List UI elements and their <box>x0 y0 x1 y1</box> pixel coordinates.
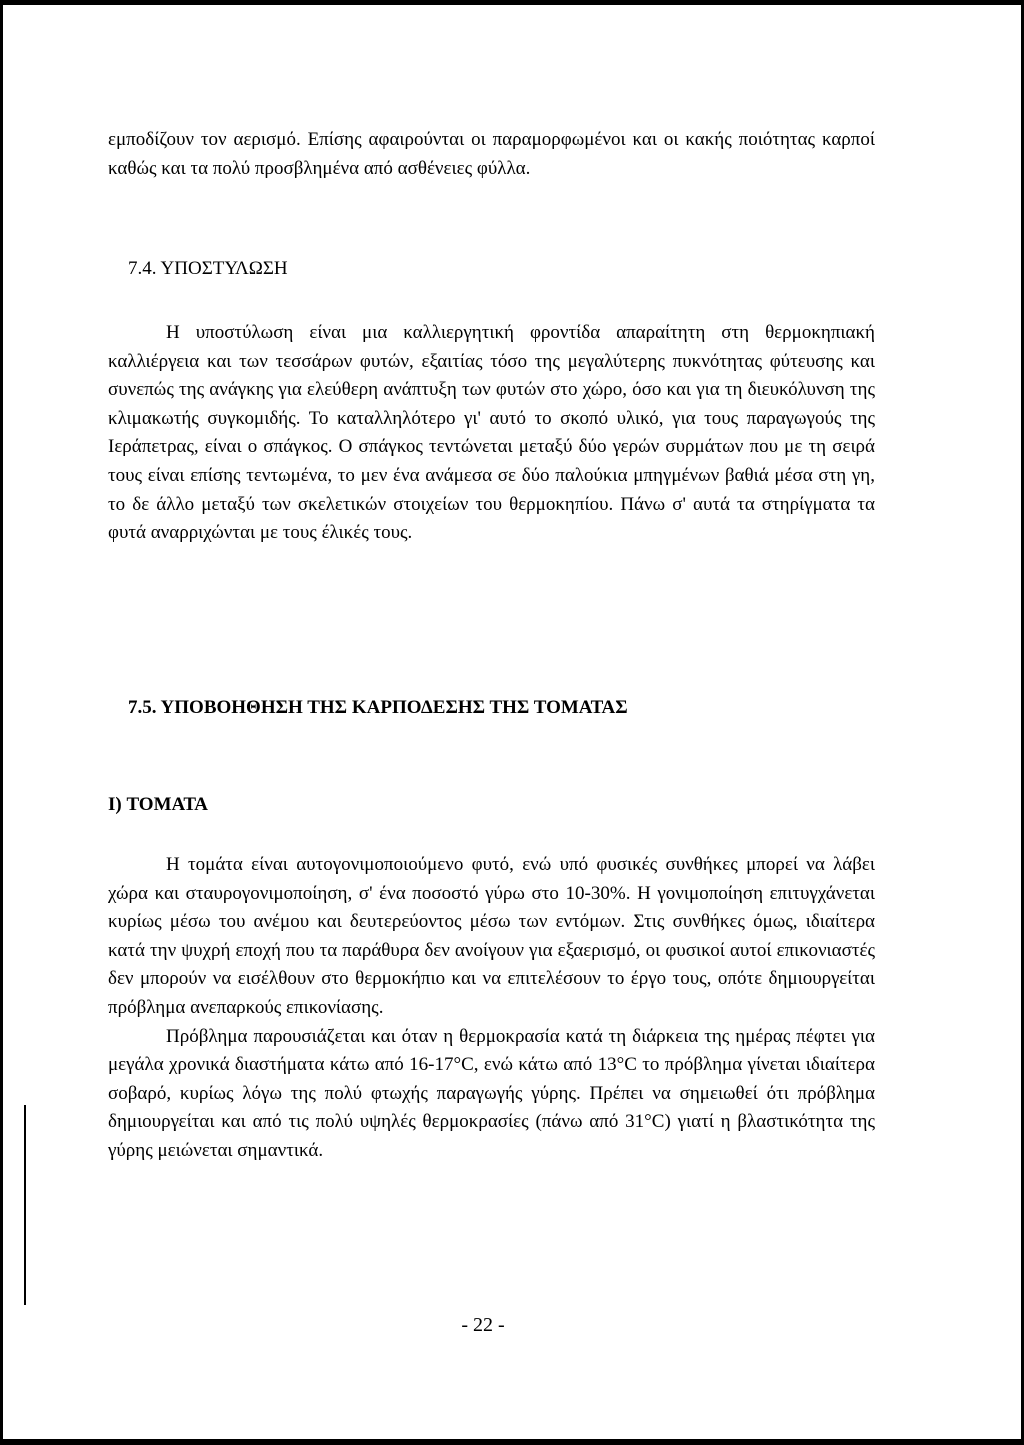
page-number: - 22 - <box>461 1314 505 1336</box>
continuation-paragraph: εμποδίζουν τον αερισμό. Επίσης αφαιρούνται οι παραμορφωμένοι και οι κακής ποιότητας καρποί καθώς και τα πολύ προσβλημένα από ασθένειες φύλλα. <box>108 129 875 179</box>
section-7-5-heading: 7.5. ΥΠΟΒΟΗΘΗΣΗ ΤΗΣ ΚΑΡΠΟΔΕΣΗΣ ΤΗΣ ΤΟΜΑΤΑΣ <box>128 697 628 718</box>
document-page <box>3 5 1021 1439</box>
margin-scan-line <box>24 1105 26 1305</box>
continuation-text-block <box>108 126 875 183</box>
section-7-5-text-block <box>108 851 875 1166</box>
section-7-4-text-block <box>108 319 875 548</box>
tomato-subheading: I) ΤΟΜΑΤΑ <box>108 794 208 815</box>
section-7-4-heading: 7.4. ΥΠΟΣΤΥΛΩΣΗ <box>128 258 288 279</box>
tomato-paragraph-pollination: Η τομάτα είναι αυτογονιμοποιούμενο φυτό, ενώ υπό φυσικές συνθήκες μπορεί να λάβει χώρα και σταυρογονιμοποίηση, σ' ένα ποσοστό γύρω στο 10-30%. Η γονιμοποίηση επιτυγχάνεται κυρίως μέσω του ανέμου και δευτερεύοντος μέσω των εντόμων. Στις συνθήκες όμως, ιδιαίτερα κατά την ψυχρή εποχή που τα παράθυρα δεν ανοίγουν για εξαερισμό, οι φυσικοί αυτοί επικονιαστές δεν μπορούν να εισέλθουν στο θερμοκήπιο και να επιτελέσουν το έργο τους, οπότε δημιουργείται πρόβλημα ανεπαρκούς επικονίασης. <box>108 854 875 1018</box>
tomato-paragraph-temperature: Πρόβλημα παρουσιάζεται και όταν η θερμοκρασία κατά τη διάρκεια της ημέρας πέφτει για μεγάλα χρονικά διαστήματα κάτω από 16-17°C, ενώ κάτω από 13°C το πρόβλημα γίνεται ιδιαίτερα σοβαρό, κυρίως λόγω της πολύ φτωχής παραγωγής γύρης. Πρέπει να σημειωθεί ότι πρόβλημα δημιουργείται και από τις πολύ υψηλές θερμοκρασίες (πάνω από 31°C) γιατί η βλαστικότητα της γύρης μειώνεται σημαντικά. <box>108 1025 875 1161</box>
section-7-4-paragraph: Η υποστύλωση είναι μια καλλιεργητική φροντίδα απαραίτητη στη θερμοκηπιακή καλλιέργεια και των τεσσάρων φυτών, εξαιτίας τόσο της μεγαλύτερης πυκνότητας φύτευσης και συνεπώς της ανάγκης για ελεύθερη ανάπτυξη των φυτών στο χώρο, όσο και για τη διευκόλυνση της κλιμακωτής συγκομιδής. Το καταλληλότερο γι' αυτό το σκοπό υλικό, για τους παραγωγούς της Ιεράπετρας, είναι ο σπάγκος. Ο σπάγκος τεντώνεται μεταξύ δύο γερών συρμάτων που με τη σειρά τους είναι επίσης τεντωμένα, το μεν ένα ανάμεσα σε δύο παλούκια μπηγμένων βαθιά μέσα στη γη, το δε άλλο μεταξύ των σκελετικών στοιχείων του θερμοκηπίου. Πάνω σ' αυτά τα στηρίγματα τα φυτά αναρριχώνται με τους έλικές τους. <box>108 322 875 544</box>
